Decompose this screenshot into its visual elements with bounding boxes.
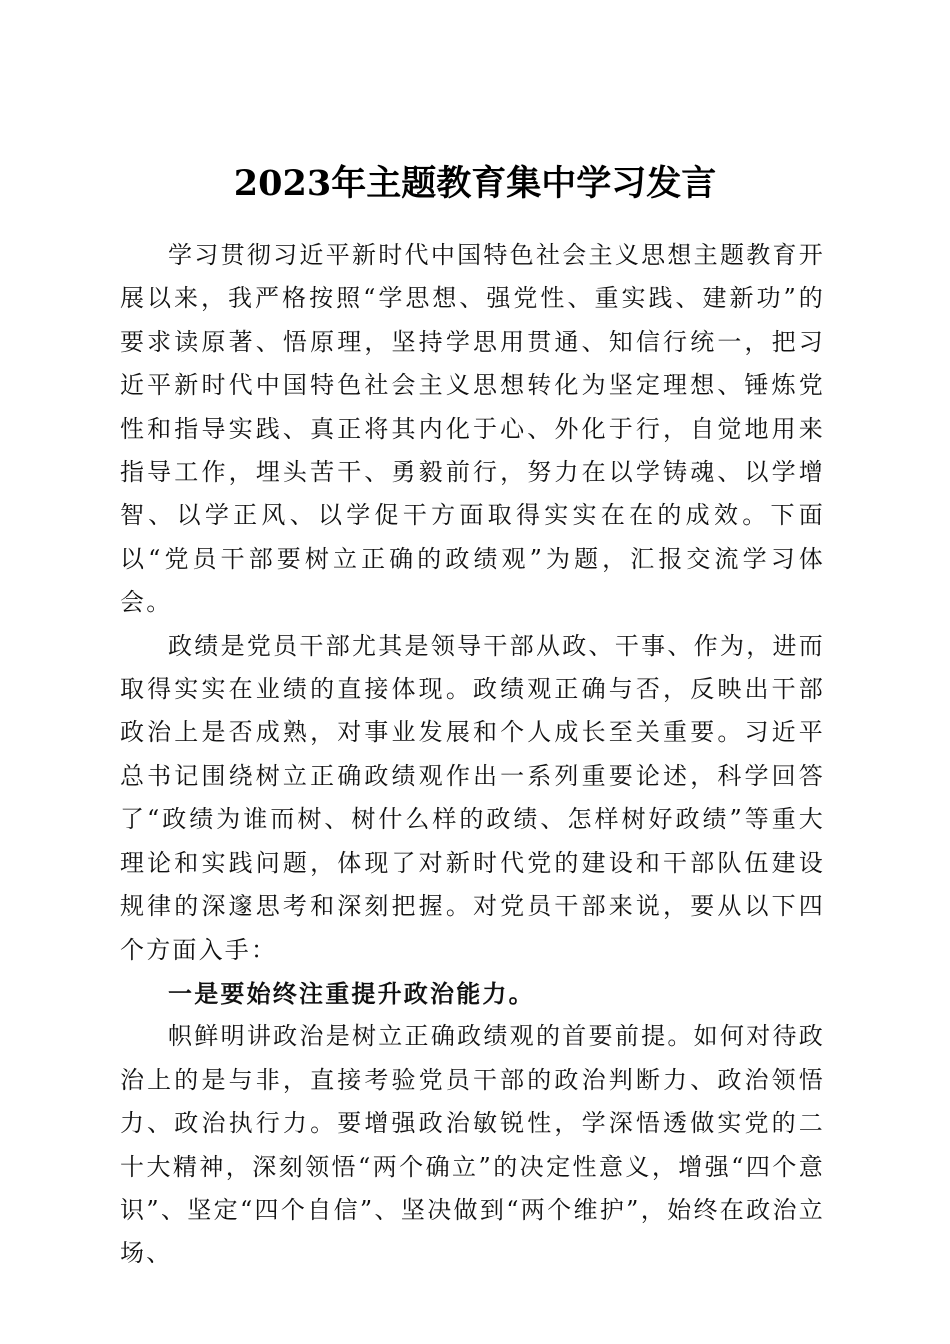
section-heading-point-one: 一是要始终注重提升政治能力。 xyxy=(168,978,535,1008)
document-body xyxy=(120,234,825,1276)
paragraph-point-one: 帜鲜明讲政治是树立正确政绩观的首要前提。如何对待政治上的是与非，直接考验党员干部的政治判断力、政治领悟力、政治执行力。要增强政治敏锐性，学深悟透做实党的二十大精神，深刻领悟“两个确立”的决定性意义，增强“四个意识”、坚定“四个自信”、坚决做到“两个维护”，始终在政治立场、 xyxy=(120,1022,825,1268)
paragraph-context: 政绩是党员干部尤其是领导干部从政、干事、作为，进而取得实实在业绩的直接体现。政绩观正确与否，反映出干部政治上是否成熟，对事业发展和个人成长至关重要。习近平总书记围绕树立正确政绩观作出一系列重要论述，科学回答了“政绩为谁而树、树什么样的政绩、怎样树好政绩”等重大理论和实践问题，体现了对新时代党的建设和干部队伍建设规律的深邃思考和深刻把握。对党员干部来说，要从以下四个方面入手： xyxy=(120,631,825,964)
document-title: 2023年主题教育集中学习发言 xyxy=(233,163,717,205)
paragraph-intro: 学习贯彻习近平新时代中国特色社会主义思想主题教育开展以来，我严格按照“学思想、强党性、重实践、建新功”的要求读原著、悟原理，坚持学思用贯通、知信行统一，把习近平新时代中国特色社会主义思想转化为坚定理想、锤炼党性和指导实践、真正将其内化于心、外化于行，自觉地用来指导工作，埋头苦干、勇毅前行，努力在以学铸魂、以学增智、以学正风、以学促干方面取得实实在在的成效。下面以“党员干部要树立正确的政绩观”为题，汇报交流学习体会。 xyxy=(120,241,825,617)
